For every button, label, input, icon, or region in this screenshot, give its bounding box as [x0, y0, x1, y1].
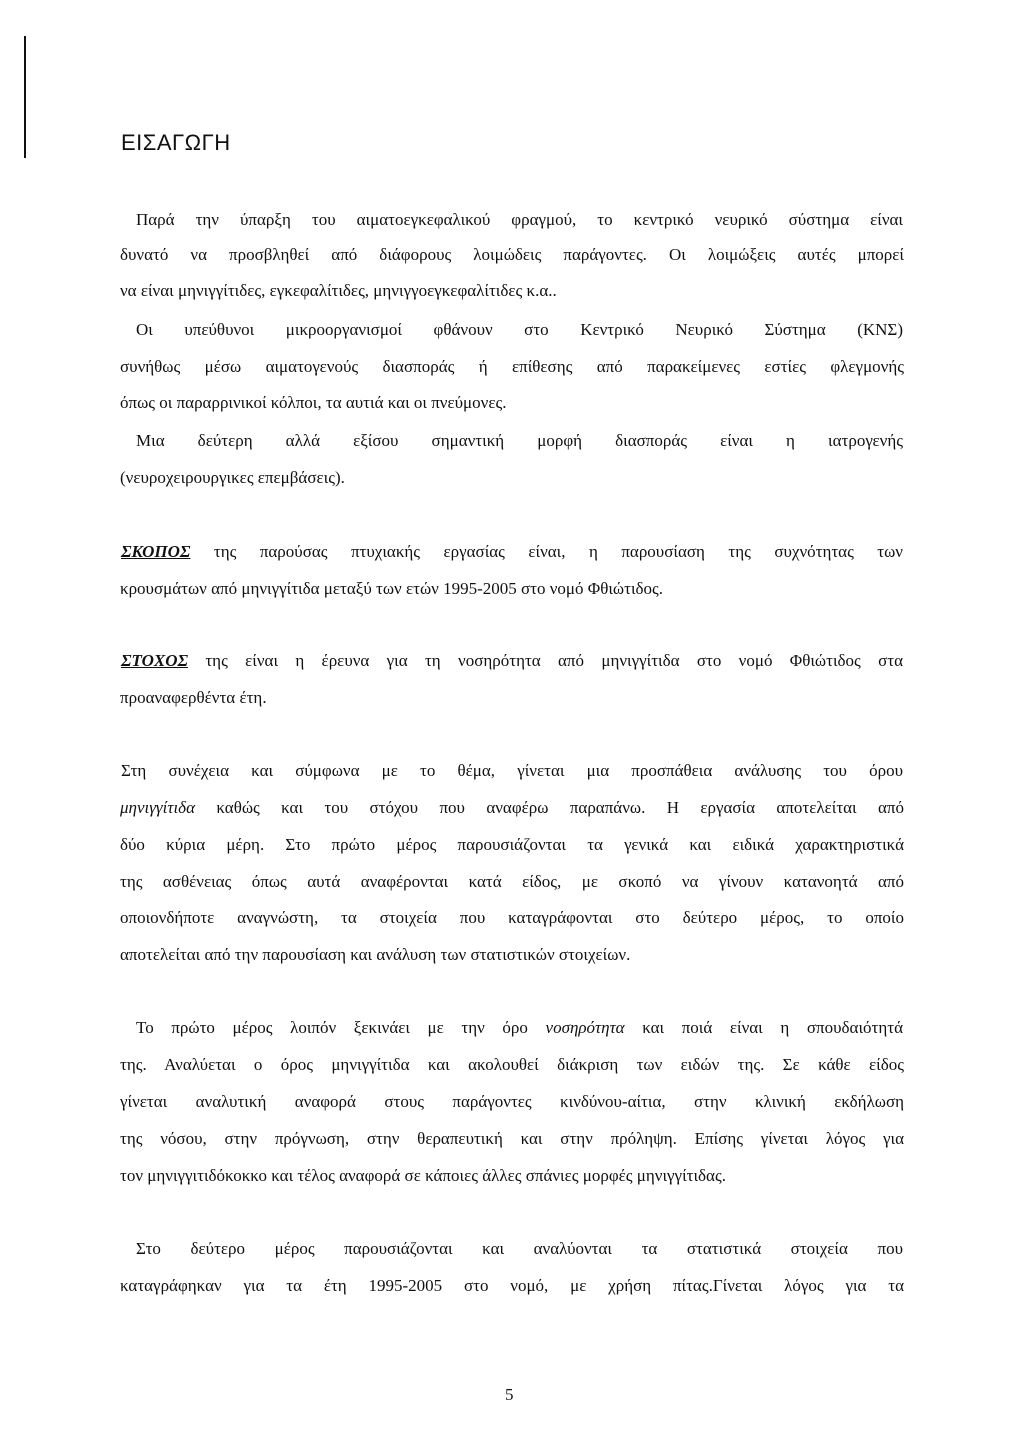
intro-line-7: Μια δεύτερη αλλά εξίσου σημαντική μορφή διασποράς είναι η ιατρογενής [136, 431, 903, 450]
stoxos-label: ΣΤΟΧΟΣ [121, 651, 189, 670]
skopos-line-2: κρουσμάτων από μηνιγγίτιδα μεταξύ των ετών 1995-2005 στο νομό Φθιώτιδος. [120, 579, 664, 598]
page-number: 5 [505, 1385, 514, 1404]
intro-line-1: Παρά την ύπαρξη του αιματοεγκεφαλικού φραγμού, το κεντρικό νευρικό σύστημα είναι [136, 210, 903, 229]
skopos-line-1 [121, 541, 903, 563]
skopos-text: της παρούσας πτυχιακής εργασίας είναι, η παρουσίαση της συχνότητας των [190, 542, 903, 561]
next-line-2-text: καθώς και του στόχου που αναφέρω παραπάνω. Η εργασία αποτελείται από [195, 798, 904, 817]
next-line-1: Στη συνέχεια και σύμφωνα με το θέμα, γίνεται μια προσπάθεια ανάλυσης του όρου [121, 761, 903, 780]
stoxos-line-1 [121, 650, 903, 672]
first-line-3: γίνεται αναλυτική αναφορά στους παράγοντες κινδύνου-αίτια, στην κλινική εκδήλωση [120, 1092, 904, 1111]
next-line-3: δύο κύρια μέρη. Στο πρώτο μέρος παρουσιάζονται τα γενικά και ειδικά χαρακτηριστικά [120, 835, 904, 854]
first-line-1 [136, 1017, 903, 1039]
stoxos-text: της είναι η έρευνα για τη νοσηρότητα από μηνιγγίτιδα στο νομό Φθιώτιδος στα [188, 651, 903, 670]
page-title: ΕΙΣΑΓΩΓΗ [121, 130, 231, 155]
next-line-2 [120, 797, 904, 819]
second-line-1: Στο δεύτερο μέρος παρουσιάζονται και αναλύονται τα στατιστικά στοιχεία που [136, 1239, 903, 1258]
term-meningitis: μηνιγγίτιδα [120, 798, 195, 817]
intro-line-8: (νευροχειρουργικες επεμβάσεις). [120, 468, 345, 487]
intro-line-4: Οι υπεύθυνοι μικροοργανισμοί φθάνουν στο Κεντρικό Νευρικό Σύστημα (ΚΝΣ) [136, 320, 903, 339]
stoxos-line-2: προαναφερθέντα έτη. [120, 688, 267, 707]
intro-line-6: όπως οι παραρρινικοί κόλποι, τα αυτιά και οι πνεύμονες. [120, 393, 507, 412]
first-line-2: της. Αναλύεται ο όρος μηνιγγίτιδα και ακολουθεί διάκριση των ειδών της. Σε κάθε είδος [120, 1055, 904, 1074]
intro-line-2: δυνατό να προσβληθεί από διάφορους λοιμώδεις παράγοντες. Οι λοιμώξεις αυτές μπορεί [120, 245, 904, 264]
intro-line-5: συνήθως μέσω αιματογενούς διασποράς ή επίθεσης από παρακείμενες εστίες φλεγμονής [120, 357, 904, 376]
skopos-label: ΣΚΟΠΟΣ [121, 542, 191, 561]
next-line-5: οποιονδήποτε αναγνώστη, τα στοιχεία που καταγράφονται στο δεύτερο μέρος, το οποίο [120, 908, 904, 927]
first-line-1-b: και ποιά είναι η σπουδαιότητά [624, 1018, 903, 1037]
first-line-5: τον μηνιγγιτιδόκοκκο και τέλος αναφορά σε κάποιες άλλες σπάνιες μορφές μηνιγγίτιδας. [120, 1166, 726, 1185]
next-line-4: της ασθένειας όπως αυτά αναφέρονται κατά είδος, με σκοπό να γίνουν κατανοητά από [120, 872, 904, 891]
second-line-2: καταγράφηκαν για τα έτη 1995-2005 στο νομό, με χρήση πίτας.Γίνεται λόγος για τα [120, 1276, 904, 1295]
intro-line-3: να είναι μηνιγγίτιδες, εγκεφαλίτιδες, μηνιγγοεγκεφαλίτιδες κ.α.. [120, 281, 557, 300]
term-morbidity: νοσηρότητα [545, 1018, 625, 1037]
first-line-4: της νόσου, στην πρόγνωση, στην θεραπευτική και στην πρόληψη. Επίσης γίνεται λόγος για [120, 1129, 904, 1148]
scan-edge-line [24, 36, 26, 158]
next-line-6: αποτελείται από την παρουσίαση και ανάλυση των στατιστικών στοιχείων. [120, 945, 631, 964]
first-line-1-a: Το πρώτο μέρος λοιπόν ξεκινάει με την όρο [136, 1018, 546, 1037]
